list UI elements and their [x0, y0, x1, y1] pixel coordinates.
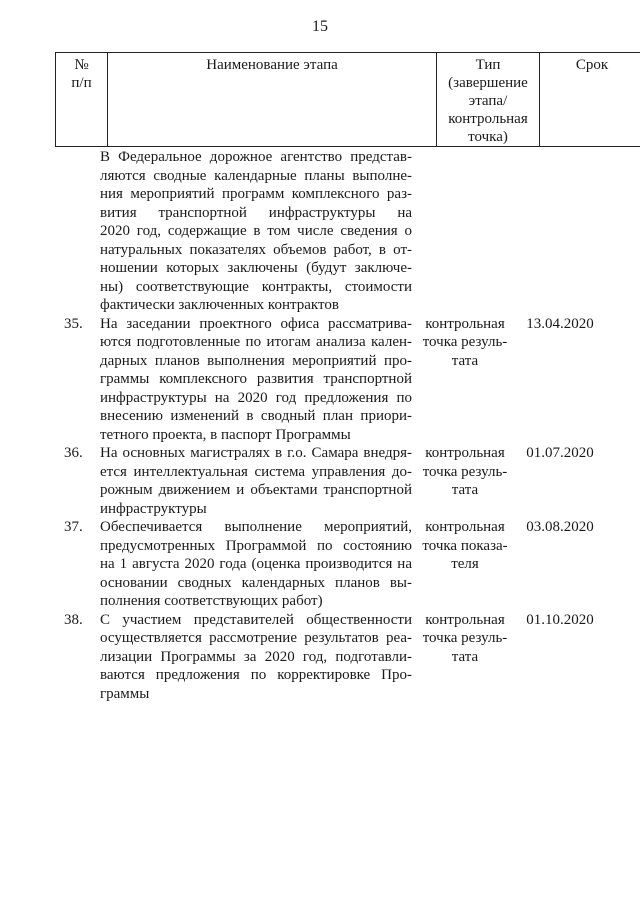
stage-type-line: контрольная — [425, 445, 505, 461]
stage-type-line: точка резуль- — [422, 334, 508, 350]
stage-name-line: основании сводных календарных планов вы- — [100, 574, 412, 591]
row-stage-type — [418, 444, 512, 500]
stage-name-line: граммы комплексного развития транспортной — [100, 371, 412, 387]
header-col-name — [108, 53, 437, 147]
stage-name-line: вития транспортной инфраструктуры на — [100, 204, 412, 221]
stage-name-line: лизации Программы за 2020 год, подготавли- — [100, 648, 412, 665]
stage-name-line: дарных планов выполнения мероприятий про- — [100, 352, 412, 369]
stage-name-line: На основных магистралях в г.о. Самара внедря- — [100, 445, 412, 461]
row-stage-name — [98, 611, 418, 704]
row-stage-name — [98, 518, 418, 611]
stage-name-line: граммы — [100, 685, 150, 702]
table-header — [55, 52, 640, 147]
stage-name-line: предусмотренных Программой по состоянию — [100, 537, 412, 554]
stage-name-line: ются подготовленные по итогам анализа кален- — [100, 334, 412, 350]
row-term: 03.08.2020 — [526, 519, 594, 535]
stage-name-line: ны) соответствующие контракты, стоимости — [100, 278, 412, 295]
stage-type-line: теля — [451, 556, 479, 572]
header-col-type-line: контрольная — [448, 111, 528, 127]
stage-type-line: контрольная — [425, 315, 505, 332]
stage-name-line: внесению изменений в сводный план приори- — [100, 408, 412, 424]
header-col-type-line: (завершение — [448, 75, 528, 91]
header-col-type-line: Тип — [475, 57, 501, 73]
row-number: 37. — [64, 519, 83, 535]
stage-name-line: фактически заключенных контрактов — [100, 297, 339, 313]
stage-type-line: точка резуль- — [422, 630, 508, 646]
page-number: 15 — [312, 18, 328, 35]
stage-name-line: На заседании проектного офиса рассматрива- — [100, 315, 412, 332]
row-stage-name — [98, 148, 418, 315]
stage-name-line: ется интеллектуальная система управления до- — [100, 463, 412, 480]
row-number: 35. — [64, 315, 83, 332]
stage-name-line: инфраструктуры на 2020 год предложения по — [100, 389, 412, 406]
stage-name-line: ношении которых заключены (будут заключе- — [100, 260, 412, 276]
table-row — [55, 444, 608, 518]
stage-name-line: ляются сводные календарные планы выполне- — [100, 167, 412, 184]
table-body — [55, 148, 608, 703]
table-row — [55, 148, 608, 315]
header-col-name-label: Наименование этапа — [206, 57, 338, 73]
header-col-type-line: этапа/ — [468, 93, 508, 109]
row-number: 36. — [64, 445, 83, 461]
row-stage-type — [418, 315, 512, 371]
stage-type-line: тата — [451, 352, 479, 369]
row-term: 01.10.2020 — [526, 611, 594, 628]
stage-type-line: точка резуль- — [422, 463, 508, 480]
row-stage-type — [418, 518, 512, 574]
row-term: 13.04.2020 — [526, 315, 594, 332]
stage-name-line: 2020 год, содержащие в том числе сведения о — [100, 223, 412, 239]
stage-name-line: тетного проекта, в паспорт Программы — [100, 426, 351, 443]
stage-name-line: Обеспечивается выполнение мероприятий, — [100, 519, 412, 535]
header-col-type-line: точка) — [468, 129, 508, 145]
header-col-term-label: Срок — [575, 57, 609, 73]
stage-name-line: ния мероприятий программ комплексного раз- — [100, 186, 412, 202]
row-term: 01.07.2020 — [526, 445, 594, 461]
stage-name-line: осуществляется рассмотрение результатов реа- — [100, 630, 412, 646]
header-col-term — [540, 53, 640, 147]
table-row — [55, 315, 608, 445]
stage-name-line: полнения соответствующих работ) — [100, 593, 323, 609]
table-row — [55, 518, 608, 611]
row-number: 38. — [64, 611, 83, 628]
row-stage-type — [418, 611, 512, 667]
stage-name-line: на 1 августа 2020 года (оценка производится на — [100, 556, 412, 572]
stage-name-line: ваются предложения по корректировке Про- — [100, 667, 412, 683]
stage-type-line: контрольная — [425, 519, 505, 535]
stage-name-line: натуральных показателях объемов работ, в от- — [100, 241, 412, 258]
header-col-number-label: № п/п — [71, 57, 92, 91]
stage-type-line: тата — [451, 482, 479, 498]
stage-type-line: тата — [451, 648, 479, 665]
header-col-type — [437, 53, 540, 147]
stage-type-line: точка показа- — [422, 537, 508, 554]
table-row — [55, 611, 608, 704]
stage-type-line: контрольная — [425, 611, 505, 628]
stage-name-line: рожным движением и объектами транспортной — [100, 482, 412, 498]
stage-name-line: инфраструктуры — [100, 500, 207, 517]
stage-name-line: С участием представителей общественности — [100, 611, 412, 628]
header-col-number — [56, 53, 108, 147]
row-stage-name — [98, 444, 418, 518]
row-stage-name — [98, 315, 418, 445]
stage-name-line: В Федеральное дорожное агентство представ- — [100, 149, 412, 165]
